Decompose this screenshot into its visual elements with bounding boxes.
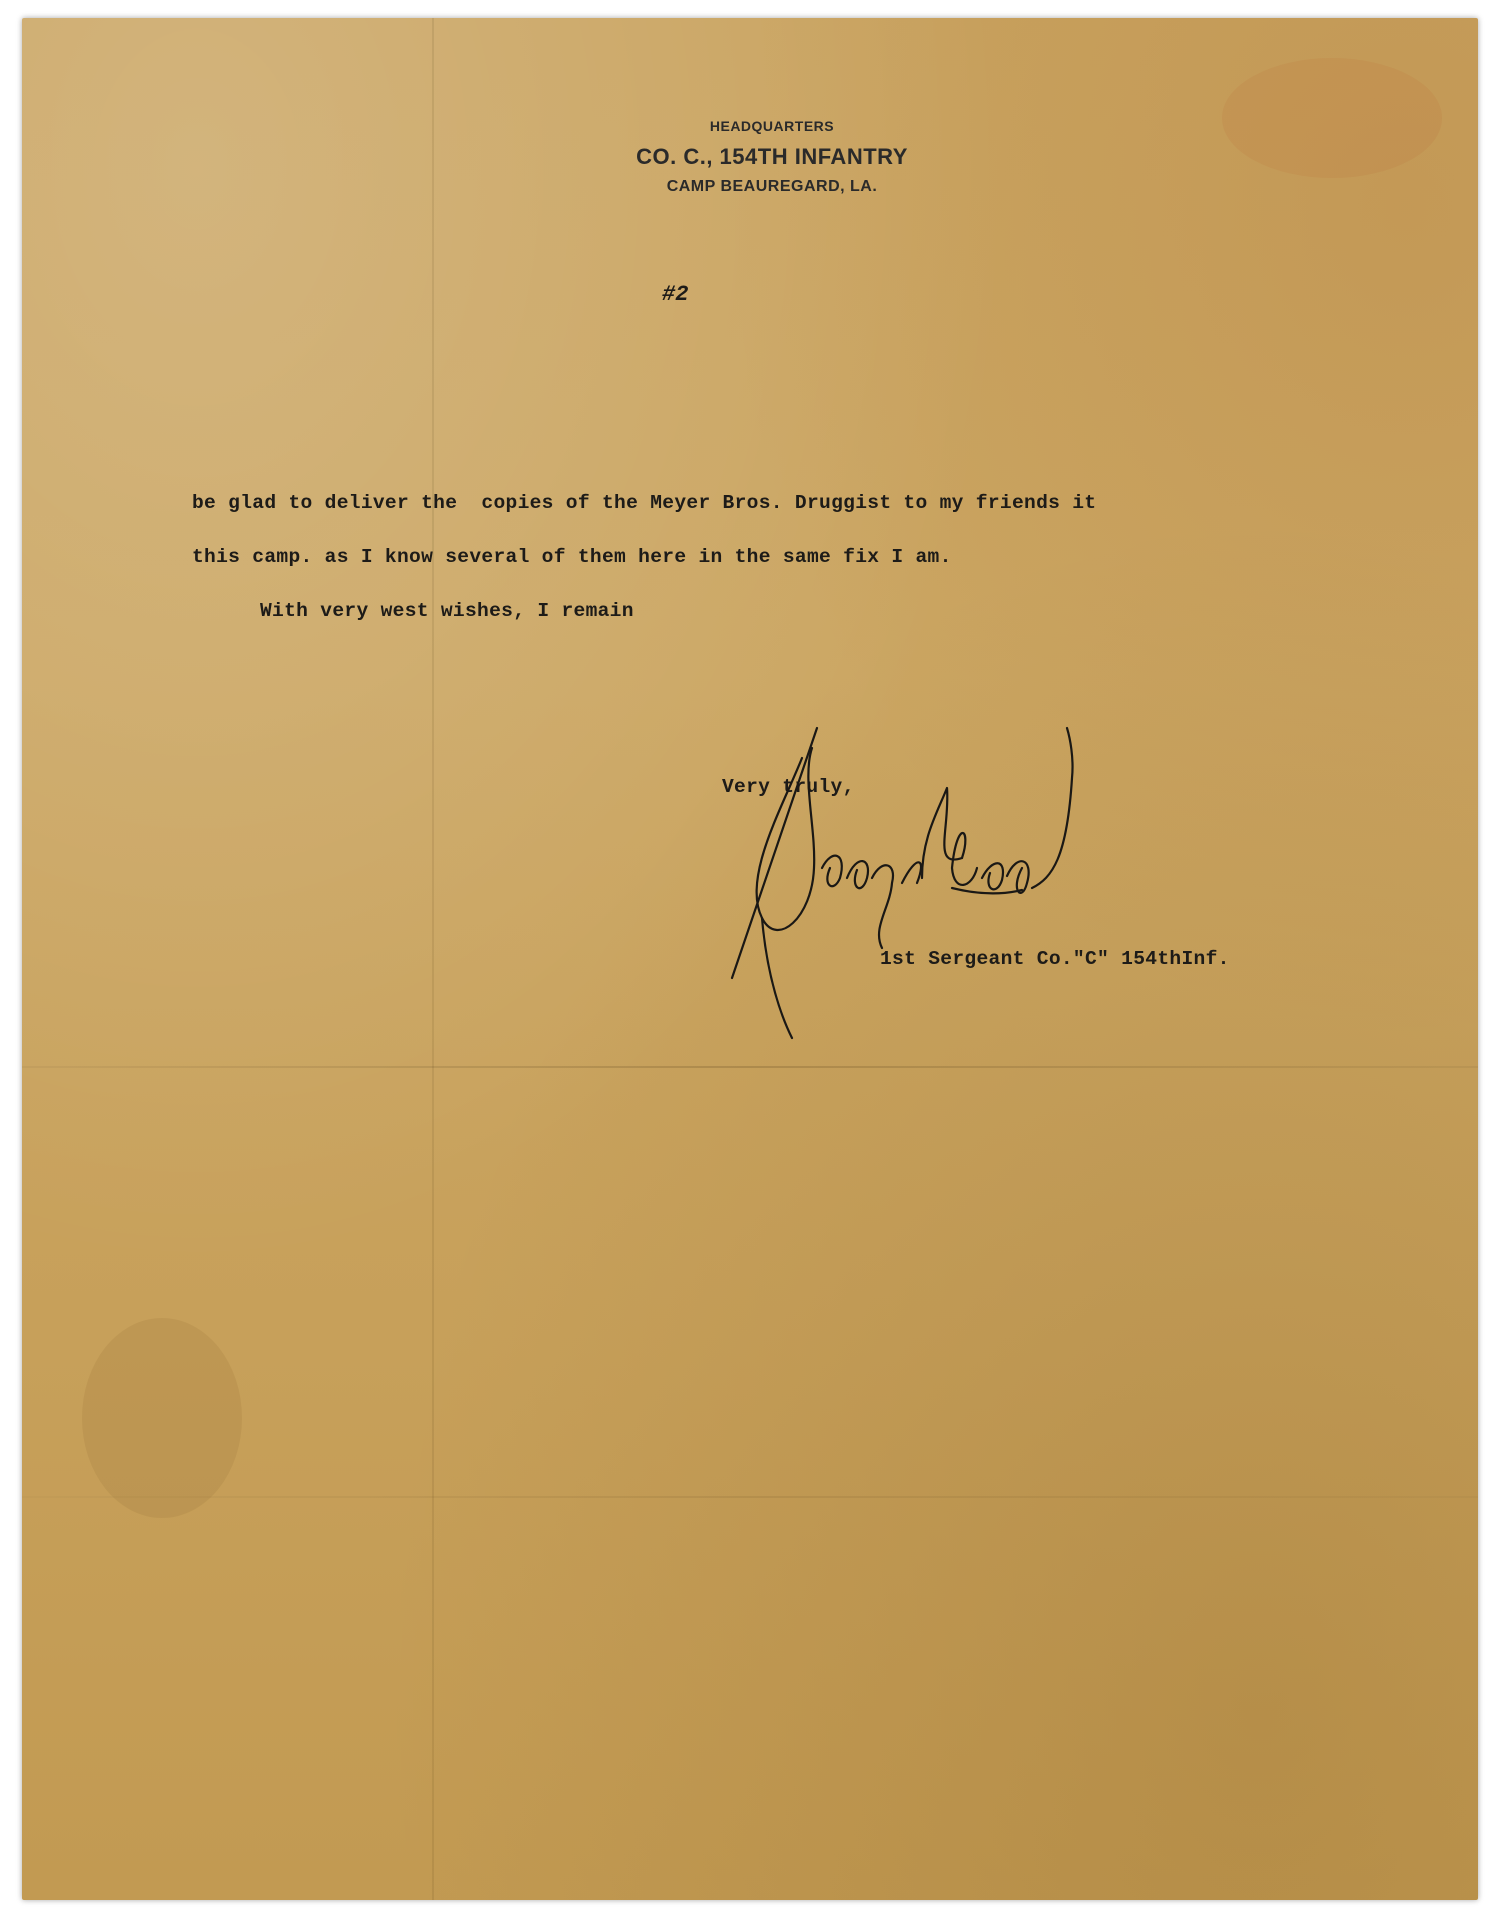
letter-page: [22, 18, 1478, 1900]
closing-salutation: Very truly,: [722, 776, 855, 798]
letterhead-headquarters: HEADQUARTERS: [709, 118, 835, 134]
signer-title: 1st Sergeant Co."C" 154thInf.: [880, 948, 1230, 970]
handwritten-signature: [722, 718, 1082, 1058]
page-number: #2: [662, 282, 689, 307]
body-line: be glad to deliver the copies of the Meyer Bros. Druggist to my friends it: [192, 492, 1097, 514]
body-line: With very west wishes, I remain: [260, 600, 634, 622]
body-line: this camp. as I know several of them here in the same fix I am.: [192, 546, 952, 568]
letterhead-location: CAMP BEAUREGARD, LA.: [666, 178, 878, 195]
letterhead-company: CO. C., 154TH INFANTRY: [636, 144, 908, 169]
horizontal-crease: [22, 1496, 1478, 1498]
paper-stain: [82, 1318, 242, 1518]
vertical-crease: [432, 18, 434, 1900]
horizontal-fold-line: [22, 1066, 1478, 1068]
